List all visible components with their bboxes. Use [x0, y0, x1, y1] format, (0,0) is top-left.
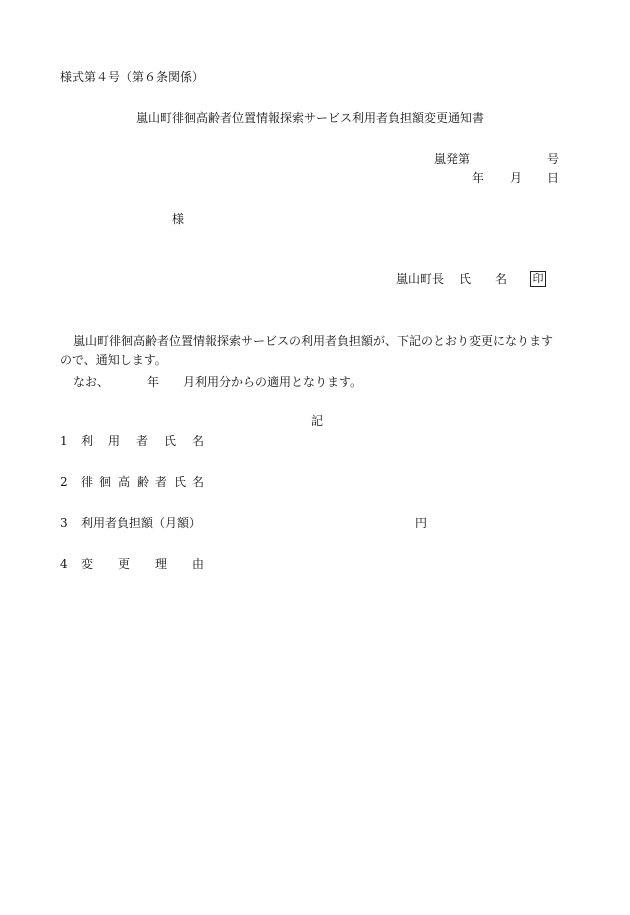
- item-2-char: 名: [192, 475, 205, 489]
- sender-name-1: 氏: [459, 272, 472, 286]
- doc-number-prefix: 嵐発第: [434, 152, 471, 166]
- item-1-char: 用: [108, 434, 121, 448]
- body-line-1: [73, 334, 553, 348]
- item-1-char: 利: [81, 434, 94, 448]
- item-4-char: 更: [118, 557, 131, 571]
- item-2-char: 齢: [137, 475, 150, 489]
- recipient-honorific: 様: [172, 212, 185, 226]
- item-1-char: 者: [136, 434, 149, 448]
- item-3-unit: 円: [415, 516, 428, 530]
- item-2-char: 徘: [81, 475, 94, 489]
- item-2-char: 徊: [99, 475, 112, 489]
- item-1-char: 名: [192, 434, 205, 448]
- date-month: 月: [510, 171, 523, 185]
- seal-mark: 印: [530, 271, 546, 287]
- date-day: 日: [547, 171, 560, 185]
- form-label: 様式第４号（第６条関係）: [60, 70, 205, 84]
- item-4-number: 4: [60, 557, 68, 571]
- document-title: 嵐山町徘徊高齢者位置情報探索サービス利用者負担額変更通知書: [136, 111, 485, 125]
- sender-name-2: 名: [495, 272, 508, 286]
- body-line-1-text: 嵐山町徘徊高齢者位置情報探索サービスの利用者負担額が、下記のとおり変更になりま: [73, 334, 542, 348]
- ki-heading: 記: [311, 414, 324, 428]
- item-2-char: 者: [155, 475, 168, 489]
- item-3-label: 利用者負担額（月額）: [81, 516, 202, 530]
- sender-title: 嵐山町長: [396, 272, 445, 286]
- item-2-char: 氏: [174, 475, 187, 489]
- body-line-2: ので、通知します。: [60, 353, 167, 367]
- item-2-char: 高: [118, 475, 131, 489]
- item-4-char: 由: [192, 557, 205, 571]
- body-line-3a: なお、: [73, 375, 110, 389]
- doc-number-suffix: 号: [547, 152, 560, 166]
- body-line-3c: 月利用分からの適用となります。: [183, 375, 363, 389]
- item-3-number: 3: [60, 516, 68, 530]
- item-4-char: 変: [81, 557, 94, 571]
- date-year: 年: [472, 171, 485, 185]
- item-1-char: 氏: [164, 434, 177, 448]
- item-1-number: 1: [60, 434, 68, 448]
- body-line-3b: 年: [147, 375, 160, 389]
- item-2-number: 2: [60, 475, 68, 489]
- item-4-char: 理: [155, 557, 168, 571]
- body-line-1-end: す: [541, 334, 554, 348]
